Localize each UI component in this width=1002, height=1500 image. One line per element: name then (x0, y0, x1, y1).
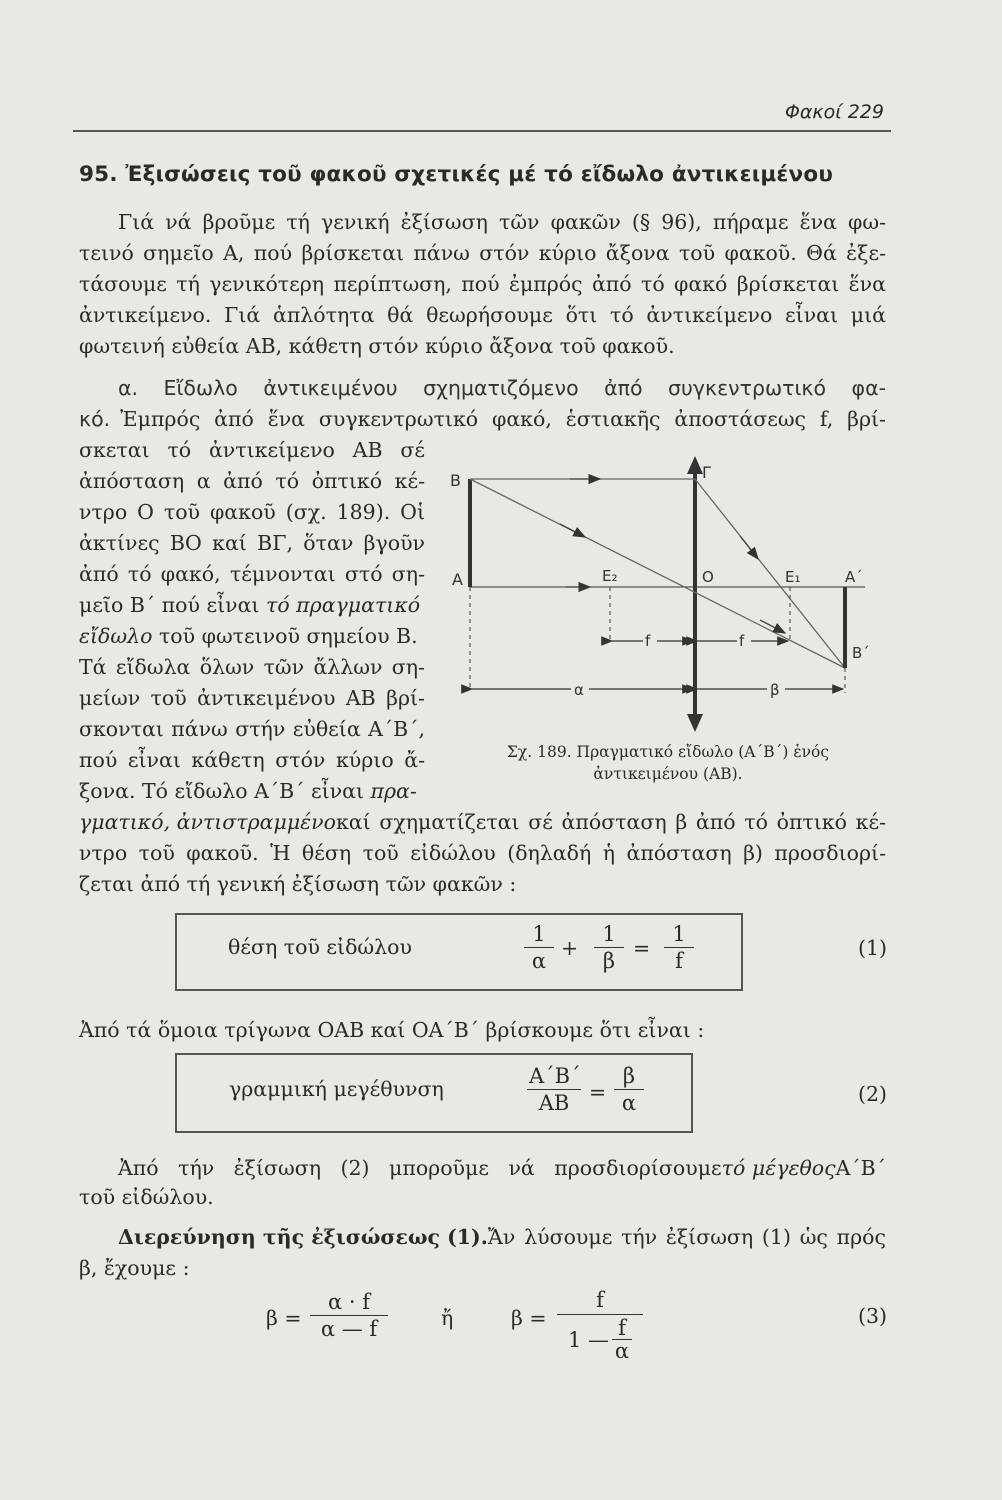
narrow-line-1: σκεται τό ἀντικείμενο ΑΒ σέ (79, 438, 425, 462)
figure-189-diagram (440, 448, 880, 738)
eq1-equals: = (633, 936, 651, 960)
label-B-img: Β΄ (852, 644, 870, 662)
narrow-line-12: ξονα. Τό εἴδωλο Α΄Β΄ εἶναι πρα- (79, 779, 417, 803)
label-f-left: f (645, 632, 651, 650)
subsection-line-2-text: Ἐμπρός ἀπό ἕνα συγκεντρωτικό φακό, ἑστιακῆς ἀποστάσεως f, βρί- (120, 407, 886, 431)
label-A: Α (452, 570, 463, 589)
label-O: Ο (702, 568, 714, 586)
eq2-fraction-left: $\frac{A΄B΄}{AB}$ (529, 1064, 581, 1115)
intro-line-5: φωτεινή εὐθεία ΑΒ, κάθετη στόν κύριο ἄξονα τοῦ φακοῦ. (79, 334, 675, 358)
eq2-number: (2) (858, 1082, 888, 1106)
ray-GB-img (695, 479, 845, 668)
intro-line-4: ἀντικείμενο. Γιά ἁπλότητα θά θεωρήσουμε ὅτι τό ἀντικείμενο εἶναι μιά (79, 303, 886, 327)
eq1-fraction-3: $\frac{1}{f}$ (664, 922, 694, 973)
narrow-line-10: σκονται πάνω στήν εὐθεία Α΄Β΄, (79, 717, 425, 741)
eq3-number: (3) (858, 1304, 888, 1328)
narrow-line-7: εἴδωλο τοῦ φωτεινοῦ σημείου Β. (79, 624, 418, 648)
eq3-fraction-2-denominator: 1 — f α (557, 1315, 643, 1362)
subsection-line-2 (79, 406, 886, 432)
figure-caption-1: Σχ. 189. Πραγματικό εἴδωλο (Α΄Β΄) ἑνός (506, 743, 830, 761)
narrow-line-5: ἀπό τό φακό, τέμνονται στό ση- (79, 562, 425, 586)
figure-caption-2: ἀντικειμένου (ΑΒ). (593, 765, 743, 783)
lens-top-arrowhead (687, 456, 703, 474)
eq1-plus: + (561, 936, 579, 960)
after-eq2-line-2: τοῦ εἰδώλου. (79, 1185, 214, 1209)
eq3-fraction-2-numerator: f (557, 1288, 643, 1315)
intro-line-2: τεινό σημεῖο Α, πού βρίσκεται πάνω στόν κύριο ἄξονα τοῦ φακοῦ. Θά ἐξε- (79, 241, 886, 265)
discussion-heading: Διερεύνηση τῆς ἐξισώσεως (1). (118, 1225, 488, 1249)
narrow-line-9: μείων τοῦ ἀντικειμένου ΑΒ βρί- (79, 686, 425, 710)
label-B: Β (450, 471, 461, 490)
wide-line-3: ζεται ἀπό τή γενική ἐξίσωση τῶν φακῶν : (79, 872, 517, 896)
label-E2: Ε₂ (602, 567, 618, 585)
label-beta: β (770, 681, 780, 699)
discussion-line-1: Διερεύνηση τῆς ἐξισώσεως (1). Ἄν λύσουμε τήν ἐξίσωση (1) ὡς πρός (118, 1225, 886, 1249)
narrow-line-11: πού εἶναι κάθετη στόν κύριο ἄ- (79, 748, 425, 772)
subsection-heading-1: α. Εἴδωλο ἀντικειμένου σχηματιζόμενο ἀπό συγκεντρωτικό φα- (118, 376, 886, 400)
eq2-fraction-right: $\frac{\beta}{\alpha}$ (614, 1064, 644, 1115)
narrow-line-6: μεῖο Β΄ πού εἶναι τό πραγματικό (79, 593, 421, 617)
wide-line-2: ντρο τοῦ φακοῦ. Ἡ θέση τοῦ εἰδώλου (δηλαδή ἡ ἀπόσταση β) προσδιορί- (79, 841, 886, 865)
narrow-line-8: Τά εἴδωλα ὅλων τῶν ἄλλων ση- (79, 655, 425, 679)
eq3-lhs-2: β = (511, 1306, 547, 1330)
subsection-heading-2: κό. (79, 407, 111, 431)
eq1-fraction-2: $\frac{1}{\beta}$ (594, 922, 624, 973)
header-rule (73, 130, 891, 132)
narrow-line-4: ἀκτίνες ΒΟ καί ΒΓ, ὅταν βγοῦν (79, 531, 425, 555)
ray-BO-arrow (560, 524, 585, 537)
label-E1: Ε₁ (785, 568, 801, 586)
narrow-line-3: ντρο Ο τοῦ φακοῦ (σχ. 189). Οἱ (79, 500, 425, 524)
eq1-label: θέση τοῦ εἰδώλου (228, 935, 412, 959)
eq2-equals: = (589, 1080, 607, 1104)
eq3-fraction-1: $\frac{\alpha \cdot f}{\alpha — f}$ (310, 1290, 388, 1341)
discussion-line-2: β, ἔχουμε : (79, 1256, 190, 1280)
label-A-img: Α΄ (845, 568, 863, 586)
label-f-right: f (739, 632, 745, 650)
wide-line-1: γματικό, ἀντιστραμμένο καί σχηματίζεται σέ ἀπόσταση β ἀπό τό ὀπτικό κέ- (79, 810, 886, 834)
intro-line-1: Γιά νά βροῦμε τή γενική ἐξίσωση τῶν φακῶν (§ 96), πήραμε ἕνα φω- (118, 210, 886, 234)
similar-triangles-line: Ἀπό τά ὅμοια τρίγωνα ΟΑΒ καί ΟΑ΄Β΄ βρίσκουμε ὅτι εἶναι : (79, 1018, 705, 1042)
after-eq2-line-1: Ἀπό τήν ἐξίσωση (2) μποροῦμε νά προσδιορίσουμε τό μέγεθος Α΄Β΄ (118, 1156, 886, 1180)
eq2-label: γραμμική μεγέθυνση (229, 1077, 444, 1101)
eq1-number: (1) (858, 936, 888, 960)
label-G: Γ (702, 463, 711, 482)
running-head: Φακοί 229 (784, 101, 884, 123)
narrow-line-2: ἀπόσταση α ἀπό τό ὀπτικό κέ- (79, 469, 425, 493)
eq3-lhs-1: β = (266, 1306, 302, 1330)
eq3-fraction-2 (557, 1288, 643, 1362)
ray-GB-img-arrow (740, 536, 758, 559)
label-alpha: α (574, 681, 584, 699)
intro-line-3: τάσουμε τή γενικότερη περίπτωση, πού ἐμπρός ἀπό τό φακό βρίσκεται ἕνα (79, 272, 886, 296)
section-title: 95. Ἐξισώσεις τοῦ φακοῦ σχετικές μέ τό εἴδωλο ἀντικειμένου (79, 162, 834, 187)
lens-bottom-arrowhead (687, 714, 703, 732)
eq1-fraction-1: $\frac{1}{\alpha}$ (524, 922, 554, 973)
eq3-or: ἤ (441, 1306, 454, 1330)
